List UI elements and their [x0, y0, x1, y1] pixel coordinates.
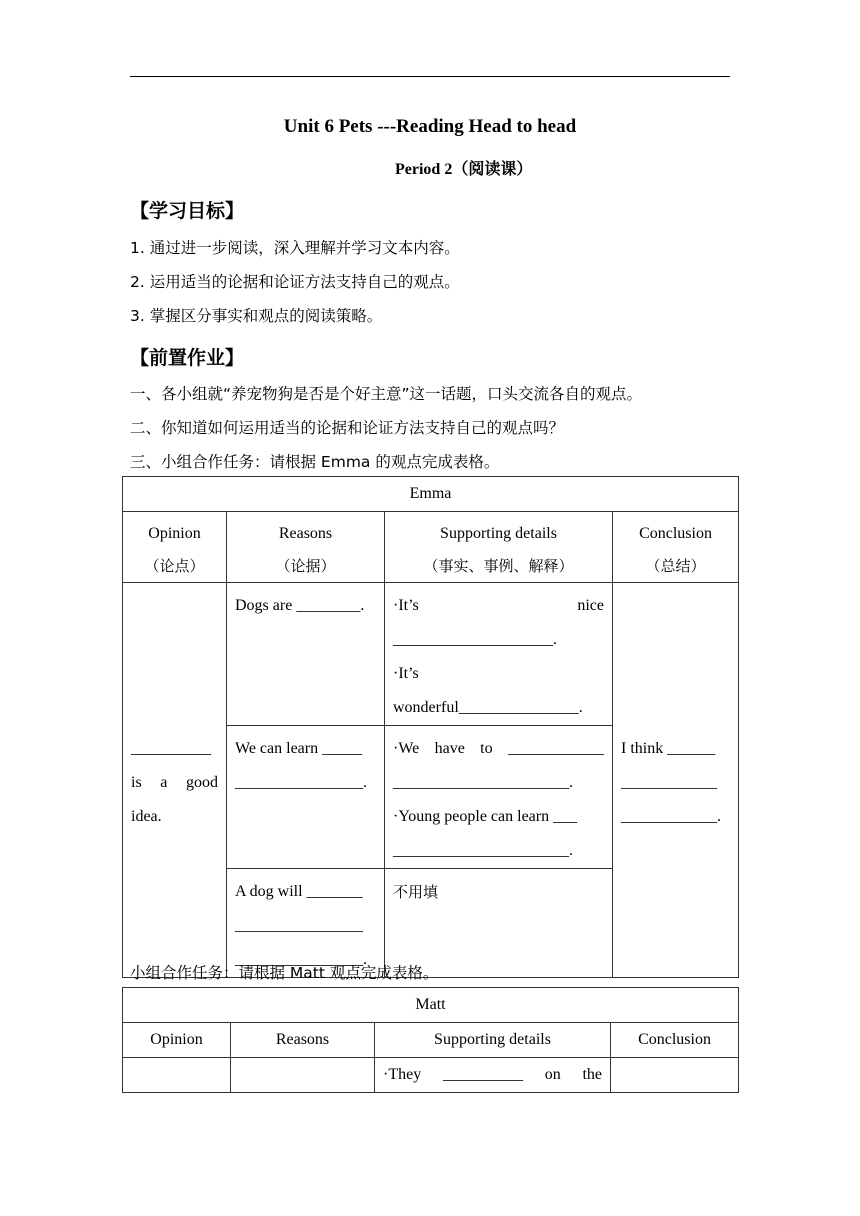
- matt-header-conclusion: Conclusion: [611, 1023, 739, 1058]
- header-conclusion: [613, 512, 739, 583]
- detail-line: ______________________.: [393, 842, 573, 859]
- conclusion-line: I think ______: [621, 740, 716, 757]
- header-cn: （论点）: [144, 557, 205, 575]
- matt-table-title: Matt: [123, 988, 739, 1023]
- matt-reason-cell: [231, 1058, 375, 1093]
- conclusion-line: ____________.: [621, 808, 721, 825]
- header-en: Supporting details: [440, 525, 557, 542]
- opinion-cell: [123, 583, 227, 978]
- detail-line: ·We have to ____________: [393, 740, 604, 757]
- matt-conclusion-cell: [611, 1058, 739, 1093]
- top-rule: [130, 76, 730, 77]
- reason-line: A dog will _______: [235, 883, 363, 900]
- emma-table: [122, 476, 739, 978]
- conclusion-line: ____________: [621, 774, 717, 791]
- opinion-blank: __________: [131, 740, 211, 757]
- reason-line: We can learn _____: [235, 740, 363, 757]
- objective-item: 2. 运用适当的论据和论证方法支持自己的观点。: [130, 273, 460, 291]
- detail-line: ·It’s nice: [393, 597, 604, 614]
- header-reasons: [227, 512, 385, 583]
- objective-item: 3. 掌握区分事实和观点的阅读策略。: [130, 307, 383, 325]
- prework-item: 一、各小组就“养宠物狗是否是个好主意”这一话题，口头交流各自的观点。: [130, 385, 643, 403]
- header-opinion: [123, 512, 227, 583]
- header-supporting-details: [385, 512, 613, 583]
- detail-line: ·Young people can learn ___: [393, 808, 578, 825]
- reason-line: ________________.: [235, 951, 367, 968]
- page-title: Unit 6 Pets ---Reading Head to head: [283, 116, 577, 137]
- opinion-text: is a good: [131, 774, 218, 791]
- opinion-text: idea.: [131, 808, 162, 825]
- matt-header-supporting-details: Supporting details: [375, 1023, 611, 1058]
- reason-line: Dogs are ________.: [235, 597, 365, 614]
- detail-line: ·They __________ on the: [383, 1066, 602, 1083]
- details-cell-1: [385, 583, 613, 726]
- header-en: Opinion: [148, 525, 201, 542]
- matt-opinion-cell: [123, 1058, 231, 1093]
- objective-item: 1. 通过进一步阅读，深入理解并学习文本内容。: [130, 239, 460, 257]
- prework-item: 二、你知道如何运用适当的论据和论证方法支持自己的观点吗？: [130, 419, 565, 437]
- matt-header-reasons: Reasons: [231, 1023, 375, 1058]
- emma-table-title: Emma: [123, 477, 739, 512]
- prework-heading: 【前置作业】: [130, 347, 245, 369]
- header-en: Conclusion: [639, 525, 712, 542]
- prework-item: 三、小组合作任务：请根据 Emma 的观点完成表格。: [130, 453, 500, 471]
- header-cn: （事实、事例、解释）: [423, 557, 574, 575]
- detail-line: ____________________.: [393, 631, 557, 648]
- matt-intro: 小组合作任务：请根据 Matt 观点完成表格。: [130, 964, 439, 982]
- reason-cell-2: [227, 726, 385, 869]
- reason-line: ________________.: [235, 774, 367, 791]
- matt-details-cell: [375, 1058, 611, 1093]
- reason-cell-1: [227, 583, 385, 726]
- header-en: Reasons: [278, 525, 333, 542]
- detail-line: 不用填: [393, 883, 439, 901]
- page-subtitle: Period 2（阅读课）: [395, 161, 533, 178]
- details-cell-2: [385, 726, 613, 869]
- matt-table: [122, 987, 739, 1093]
- matt-header-opinion: Opinion: [123, 1023, 231, 1058]
- header-cn: （论据）: [275, 557, 336, 575]
- detail-line: wonderful_______________.: [393, 699, 583, 716]
- detail-line: ·It’s: [393, 665, 419, 682]
- reason-line: ________________: [235, 917, 363, 934]
- header-cn: （总结）: [645, 557, 706, 575]
- detail-line: ______________________.: [393, 774, 573, 791]
- objectives-heading: 【学习目标】: [130, 200, 245, 222]
- conclusion-cell: [613, 583, 739, 978]
